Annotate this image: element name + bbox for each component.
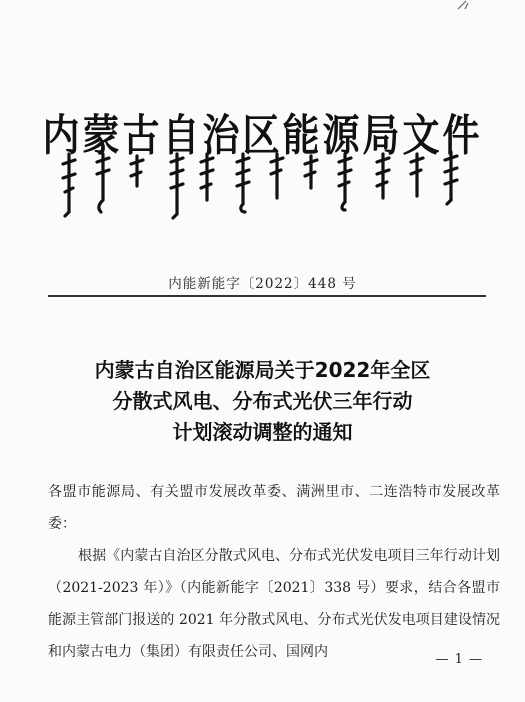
title-line-3: 计划滚动调整的通知 [172, 420, 353, 444]
notice-title [0, 355, 525, 448]
title-line-1: 内蒙古自治区能源局关于2022年全区 [94, 358, 431, 382]
notice-body [48, 476, 500, 668]
mongolian-script-header [55, 148, 475, 220]
document-number: 内能新能字〔2022〕448 号 [168, 276, 357, 292]
corner-mark [456, 0, 470, 10]
page-number: — 1 — [435, 652, 483, 667]
recipients-line: 各盟市能源局、有关盟市发展改革委、满洲里市、二连浩特市发展改革委： [48, 484, 500, 532]
body-paragraph: 根据《内蒙古自治区分散式风电、分布式光伏发电项目三年行动计划（2021-2023 年）》（内能新能字〔2021〕338 号）要求，结合各盟市能源主管部门报送的 2021 年分散式风电、分布式光伏发电项目建设情况和内蒙古电力（集团）有限责任公司、国网内 [48, 548, 500, 660]
document-header: 内蒙古自治区能源局文件 [42, 110, 483, 162]
header-divider [48, 295, 486, 297]
title-line-2: 分散式风电、分布式光伏三年行动 [112, 389, 413, 413]
